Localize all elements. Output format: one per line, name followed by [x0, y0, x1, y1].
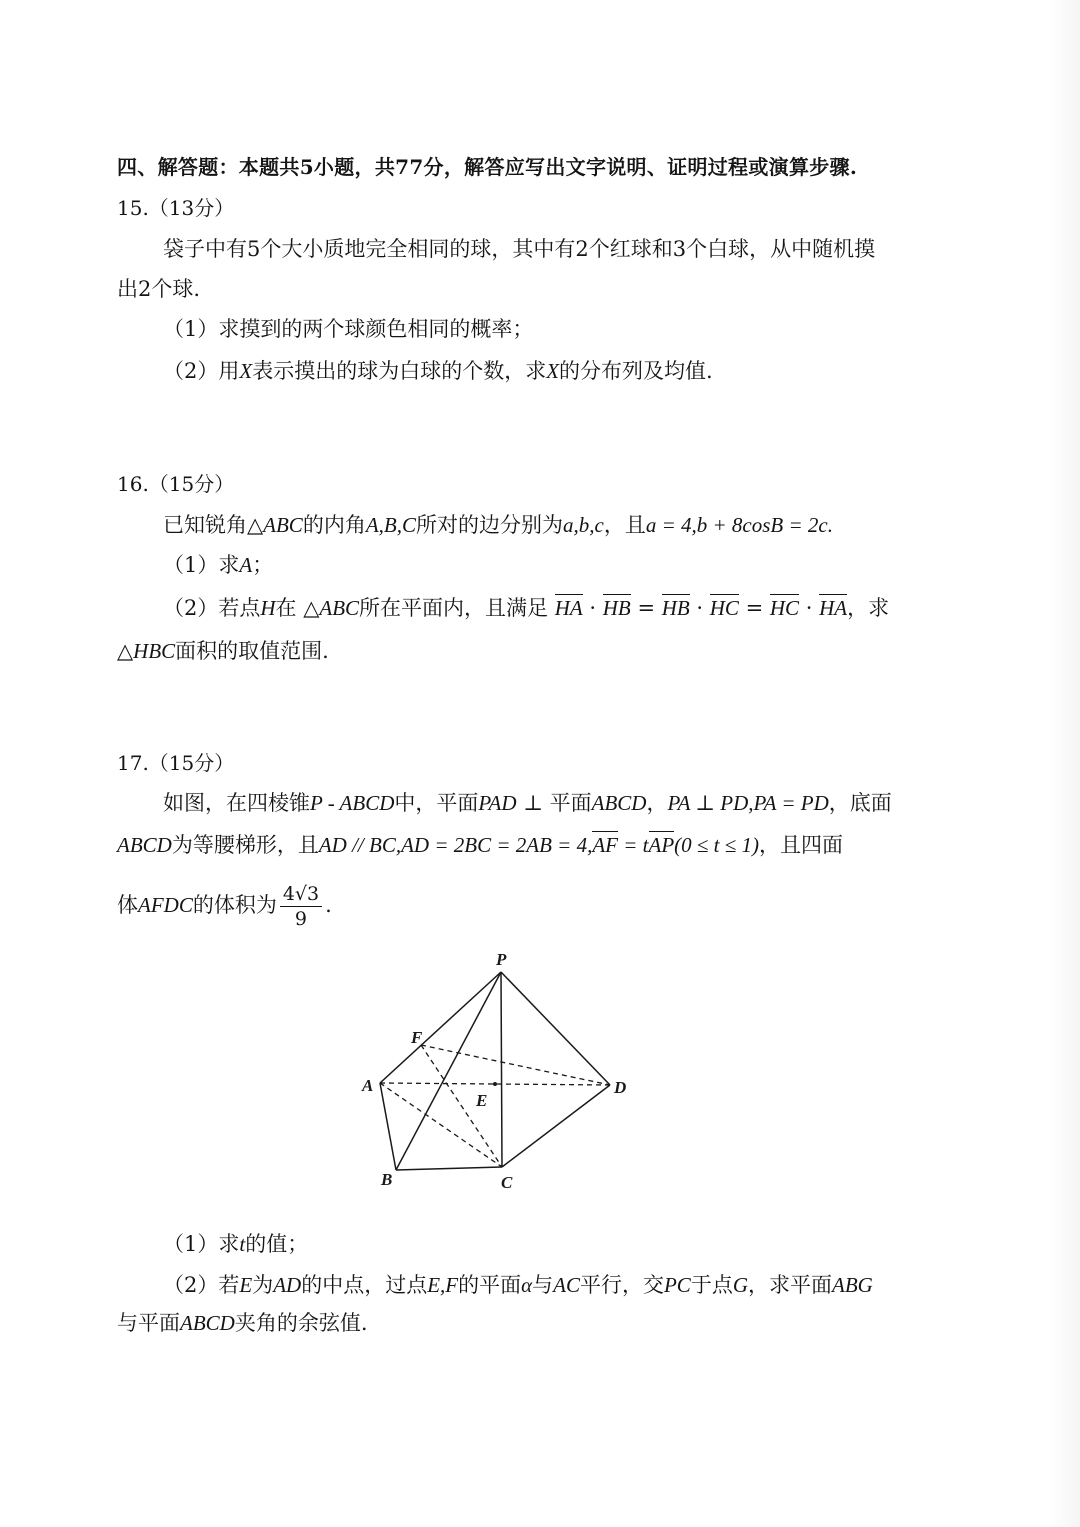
q17-line3-text-a: 体: [117, 893, 138, 917]
edge-pc: [501, 972, 502, 1167]
q17-ef: E,F: [427, 1273, 459, 1297]
q17-line2: [117, 830, 843, 860]
label-b: B: [381, 1170, 393, 1189]
edge-pb: [396, 972, 501, 1170]
q17-var-g: G: [732, 1273, 748, 1297]
equals-symbol: =: [738, 596, 770, 620]
q16-part2-line2: [117, 636, 329, 666]
q16-part1: [163, 550, 273, 580]
q17-t-range: (0 ≤ t ≤ 1): [674, 833, 760, 857]
q17-part2-line2-text-b: 夹角的余弦值.: [234, 1311, 368, 1335]
q17-line1-text-c: ⊥ 平面: [516, 791, 592, 815]
label-p: P: [496, 950, 507, 969]
q17-line2-text-a: 为等腰梯形，且: [171, 833, 319, 857]
q15-stem-line2: 出2个球.: [117, 277, 201, 301]
q16-number: 16.（15分）: [117, 472, 235, 496]
fraction-numerator: 4√3: [280, 882, 322, 907]
q17-part1-text-a: （1）求: [163, 1232, 240, 1256]
q17-pad: PAD: [478, 791, 517, 815]
q17-part2-text-c: 的中点，过点: [301, 1273, 428, 1297]
q17-alpha: α: [521, 1273, 533, 1297]
q17-part2-text-b: 为: [252, 1273, 274, 1297]
q17-afdc: AFDC: [138, 893, 193, 917]
edge-bc: [396, 1167, 502, 1170]
edge-fc: [421, 1045, 502, 1167]
q16-stem-text-d: ，且: [603, 513, 646, 537]
q16-stem-text-b: 的内角: [302, 513, 366, 537]
q17-part2-text-h: ，求平面: [748, 1273, 832, 1297]
label-e: E: [476, 1091, 488, 1110]
q17-part1-text-b: 的值；: [245, 1232, 309, 1256]
q16-part2-text-b: 在 △: [275, 596, 320, 620]
q16-stem-text-c: 所对的边分别为: [416, 513, 563, 537]
q15-part2-text-c: 的分布列及均值.: [559, 359, 713, 383]
dot-symbol: ·: [689, 596, 710, 620]
triangle-symbol: △: [117, 639, 134, 663]
edge-ab: [380, 1083, 396, 1170]
q16-stem-text-a: 已知锐角: [163, 513, 247, 537]
edge-pd: [501, 972, 610, 1085]
q15-var-x2: X: [546, 359, 560, 383]
q17-part2-line2-text-a: 与平面: [117, 1311, 180, 1335]
q17-line1-text-d: ，: [646, 791, 668, 815]
q17-line1-text-b: 中，平面: [394, 791, 479, 815]
vector-af: AF: [592, 833, 618, 857]
q17-ac: AC: [553, 1273, 580, 1297]
vector-hc: HC: [709, 596, 739, 620]
q17-part2-line2-abcd: ABCD: [180, 1311, 235, 1335]
label-c: C: [501, 1173, 513, 1192]
q16-sides: a,b,c: [563, 513, 604, 537]
q17-number: 17.（15分）: [117, 751, 235, 775]
q16-var-a: A: [239, 553, 253, 577]
q16-var-h: H: [260, 596, 276, 620]
q15-part2-text-b: 表示摸出的球为白球的个数，求: [252, 359, 547, 383]
q17-line3: [117, 878, 332, 932]
q17-part2-line2: [117, 1308, 368, 1338]
edge-pa: [380, 972, 501, 1083]
q17-line2-text-b: ，且四面: [759, 833, 844, 857]
q17-line1: [163, 788, 892, 818]
q16-angles: A,B,C: [365, 513, 416, 537]
q15-var-x: X: [239, 359, 253, 383]
q15-part1: （1）求摸到的两个球颜色相同的概率；: [163, 317, 534, 341]
q17-line2-abcd: ABCD: [117, 833, 172, 857]
q16-part2-line1: [163, 593, 889, 623]
q16-part2-line2-text: 面积的取值范围.: [175, 639, 329, 663]
pyramid-figure: [355, 945, 655, 1195]
q16-part1-text-a: （1）求: [163, 553, 240, 577]
q17-var-t: t: [239, 1232, 246, 1256]
scan-edge-shadow: [1050, 0, 1080, 1527]
q15-stem-line1: 袋子中有5个大小质地完全相同的球，其中有2个红球和3个白球，从中随机摸: [163, 237, 876, 261]
q17-line1-text-e: ，底面: [828, 791, 892, 815]
q17-condition: PA ⊥ PD,PA = PD: [667, 791, 829, 815]
q17-line3-end: .: [325, 893, 332, 917]
fraction-denominator: 9: [294, 908, 308, 930]
q17-var-e: E: [239, 1273, 253, 1297]
vector-ap: AP: [648, 833, 675, 857]
q15-part2-text-a: （2）用: [163, 359, 240, 383]
q17-part1: [163, 1229, 308, 1259]
label-f: F: [411, 1028, 423, 1047]
dot-symbol: ·: [582, 596, 603, 620]
vector-hc: HC: [769, 596, 800, 620]
q17-line1-text-a: 如图，在四棱锥: [163, 791, 310, 815]
edge-fd: [421, 1045, 610, 1085]
q15-part2: [163, 356, 713, 386]
equals-symbol: =: [630, 596, 662, 620]
q17-ad: AD: [273, 1273, 302, 1297]
vector-hb: HB: [602, 596, 631, 620]
q17-line2-condition: AD // BC,AD = 2BC = 2AB = 4,: [318, 833, 593, 857]
q17-part2-text-f: 平行，交: [579, 1273, 664, 1297]
q17-part2-text-e: 与: [532, 1273, 554, 1297]
q16-part2-text-c: 所在平面内，且满足: [359, 596, 549, 620]
edge-cd: [502, 1085, 610, 1167]
q16-part2-abc: ABC: [319, 596, 360, 620]
q17-part2-text-d: 的平面: [458, 1273, 522, 1297]
q17-part2-text-a: （2）若: [163, 1273, 240, 1297]
q17-abcd: ABCD: [591, 791, 647, 815]
triangle-symbol: △: [247, 513, 264, 537]
q16-equation: a = 4,b + 8cosB = 2c.: [645, 513, 833, 537]
volume-fraction: [280, 882, 322, 931]
q16-abc: ABC: [263, 513, 303, 537]
vector-hb: HB: [661, 596, 690, 620]
vector-ha: HA: [819, 596, 848, 620]
q17-part2-text-g: 于点: [690, 1273, 733, 1297]
point-e: [493, 1082, 497, 1086]
q17-line3-text-b: 的体积为: [192, 893, 277, 917]
q16-part2-text-d: ，求: [847, 596, 890, 620]
q16-hbc: HBC: [133, 639, 176, 663]
q16-part2-text-a: （2）若点: [163, 596, 261, 620]
dot-symbol: ·: [799, 596, 820, 620]
q16-stem: [163, 510, 833, 540]
q17-line2-eq: = t: [617, 833, 649, 857]
q16-part1-text-b: ；: [252, 553, 274, 577]
q17-pyramid: P - ABCD: [310, 791, 395, 815]
q17-abg: ABG: [832, 1273, 873, 1297]
label-d: D: [614, 1078, 627, 1097]
q15-number: 15.（13分）: [117, 196, 235, 220]
section-heading: 四、解答题：本题共5小题，共77分，解答应写出文字说明、证明过程或演算步骤.: [117, 155, 858, 179]
label-a: A: [362, 1076, 374, 1095]
q17-part2-line1: [163, 1270, 873, 1300]
q17-pc: PC: [663, 1273, 691, 1297]
vector-ha: HA: [554, 596, 583, 620]
